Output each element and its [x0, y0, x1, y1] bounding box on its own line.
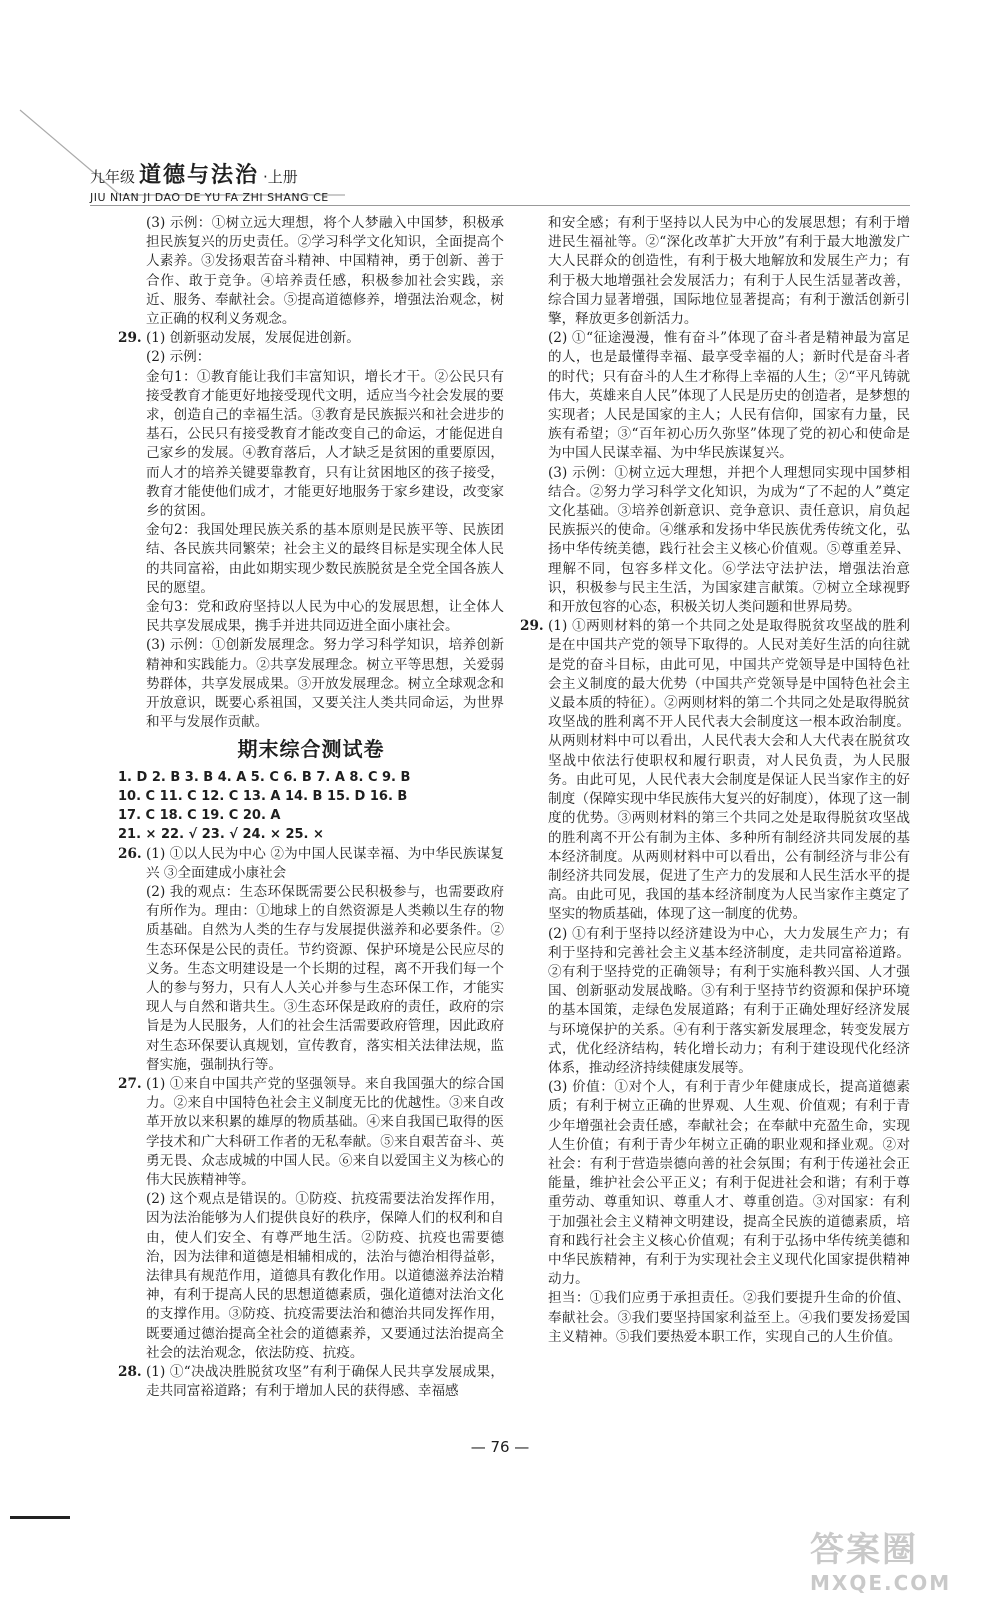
question-number: 26. [118, 845, 142, 862]
answer-paragraph [118, 329, 504, 348]
answer-paragraph: (2) ①有利于坚持以经济建设为中心，大力发展生产力；有利于坚持和完善社会主义基本经济制度，走共同富裕道路。②有利于坚持党的正确领导；有利于实施科教兴国、人才强国、创新驱动发展战略。③有利于坚持节约资源和保护环境的基本国策，走绿色发展道路；有利于正确处理好经济发展与环境保护的关系。④有利于落实新发展理念，转变发展方式，优化经济结构，转化增长动力；有利于建设现代化经济体系，推动经济持续健康发展等。 [548, 925, 910, 1076]
watermark-url: MXQE.COM [810, 1571, 952, 1595]
answer-paragraph [118, 1075, 504, 1190]
header-volume: ·上册 [263, 168, 298, 186]
header-grade: 九年级 [90, 168, 136, 186]
answer-paragraph [118, 1363, 504, 1401]
answer-text: (1) ①两则材料的第一个共同之处是取得脱贫攻坚战的胜利是在中国共产党的领导下取得的。人民对美好生活的向往就是党的奋斗目标，由此可见，中国共产党领导是中国特色社会主义制度的最大优势（中国共产党领导是中国特色社会主义最本质的特征）。②两则材料的第二个共同之处是取得脱贫攻坚战的胜利离不开人民代表大会制度这一根本政治制度。从两则材料中可以看出，人民代表大会和人大代表在脱贫攻坚战中依法行使职权和履行职责，对人民负责，为人民服务。由此可见，人民代表大会制度是保证人民当家作主的好制度（保障实现中华民族伟大复兴的好制度），体现了这一制度的优势。③两则材料的第三个共同之处是取得脱贫攻坚战的胜利离不开公有制为主体、多种所有制经济共同发展的基本经济制度。从两则材料中可以看出，公有制经济与非公有制经济共同发展，促进了生产力的发展和人民生活水平的提高。由此可见，我国的基本经济制度为人民当家作主奠定了坚实的物质基础，体现了这一制度的优势。 [548, 618, 910, 923]
header-pinyin: JIU NIAN JI DAO DE YU FA ZHI SHANG CE [90, 191, 329, 204]
answer-text: (1) ①来自中国共产党的坚强领导。来自我国强大的综合国力。②来自中国特色社会主义制度无比的优越性。③来自改革开放以来积累的雄厚的物质基础。④来自我国已取得的医学技术和广大科研工作者的无私奉献。⑤来自艰苦奋斗、英勇无畏、众志成城的中国人民。⑥来自以爱国主义为核心的伟大民族精神等。 [146, 1075, 504, 1188]
answer-paragraph [520, 617, 910, 924]
answer-paragraph: (2) 我的观点：生态环保既需要公民积极参与，也需要政府有所作为。理由：①地球上的自然资源是人类赖以生存的物质基础。自然为人类的生存与发展提供滋养和必要条件。②生态环保是公民的责任。节约资源、保护环境是公民应尽的义务。生态文明建设是一个长期的过程，离不开我们每一个人的参与努力，只有人人关心并参与生态环保工作，才能实现人与自然和谐共生。③生态环保是政府的责任，政府的宗旨是为人民服务，人们的社会生活需要政府管理，因此政府对生态环保要认真规划，宣传教育，落实相关法律法规，监督实施，强制执行等。 [146, 883, 504, 1073]
answer-paragraph: (3) 示例：①创新发展理念。努力学习科学知识，培养创新精神和实践能力。②共享发展理念。树立平等思想，关爱弱势群体，共享发展成果。③开放发展理念。树立全球观念和开放意识，既要心系祖国，又要关注人类共同命运，为世界和平与发展作贡献。 [146, 637, 504, 731]
question-number: 29. [520, 618, 544, 635]
choice-answers-row: 10. C 11. C 12. C 13. A 14. B 15. D 16. B [118, 788, 408, 804]
question-number: 28. [118, 1363, 142, 1380]
judgment-answers-row: 21. × 22. √ 23. √ 24. × 25. × [118, 827, 324, 843]
answer-paragraph [118, 845, 504, 883]
question-number: 29. [118, 330, 142, 347]
question-number: 27. [118, 1075, 142, 1092]
answer-text: (1) ①以人民为中心 ②为中国人民谋幸福、为中华民族谋复兴 ③全面建成小康社会 [146, 845, 504, 881]
answer-paragraph: 金句3：党和政府坚持以人民为中心的发展思想，让全体人民共享发展成果，携手并进共同迈进全面小康社会。 [146, 599, 504, 635]
right-column [520, 214, 910, 1347]
answer-paragraph: 金句2：我国处理民族关系的基本原则是民族平等、民族团结、各民族共同繁荣；社会主义的最终目标是实现全体人民的共同富裕，由此如期实现少数民族脱贫是全党全国各族人民的愿望。 [146, 522, 504, 596]
answer-paragraph: (2) ①“征途漫漫，惟有奋斗”体现了奋斗者是精神最为富足的人，也是最懂得幸福、最享受幸福的人；新时代是奋斗者的时代；只有奋斗的人生才称得上幸福的人生；②“平凡铸就伟大，英雄来自人民”体现了人民是历史的创造者，是梦想的实现者；人民是国家的主人；人民有信仰，国家有力量，民族有希望；③“百年初心历久弥坚”体现了党的初心和使命是为中国人民谋幸福、为中华民族谋复兴。 [548, 330, 910, 462]
answer-paragraph: (3) 示例：①树立远大理想，将个人梦融入中国梦，积极承担民族复兴的历史责任。②学习科学文化知识，全面提高个人素养。③发扬艰苦奋斗精神、中国精神，勇于创新、善于合作、敢于竞争。④培养责任感，积极参加社会实践，亲近、服务、奉献社会。⑤提高道德修养，增强法治观念，树立正确的权利义务观念。 [146, 215, 504, 328]
answer-paragraph: (2) 示例： [146, 349, 211, 366]
choice-answers-row: 17. C 18. C 19. C 20. A [118, 808, 281, 824]
page-header [90, 158, 910, 204]
footer-bar [10, 1516, 70, 1519]
answer-paragraph: (3) 示例：①树立远大理想，并把个人理想同实现中国梦相结合。②努力学习科学文化知识，为成为“了不起的人”奠定文化基础。③培养创新意识、竞争意识、责任意识，肩负起民族振兴的使命。④继承和发扬中华民族优秀传统文化，弘扬中华传统美德，践行社会主义核心价值观。⑤尊重差异、理解不同，包容多样文化。⑥学法守法护法，增强法治意识，积极参与民主生活，为国家建言献策。⑦树立全球视野和开放包容的心态，积极关切人类问题和世界局势。 [548, 464, 910, 616]
header-subject: 道德与法治 [139, 162, 260, 188]
answer-paragraph: 担当：①我们应勇于承担责任。②我们要提升生命的价值、奉献社会。③我们要坚持国家利益至上。④我们要发扬爱国主义精神。⑤我们要热爱本职工作，实现自己的人生价值。 [548, 1290, 910, 1345]
watermark-logo [810, 1522, 990, 1595]
choice-answers-row: 1. D 2. B 3. B 4. A 5. C 6. B 7. A 8. C 9. B [118, 769, 411, 785]
answer-paragraph: 金句1：①教育能让我们丰富知识，增长才干。②公民只有接受教育才能更好地接受现代文明，适应当今社会发展的要求，创造自己的幸福生活。③教育是民族振兴和社会进步的基石，公民只有接受教育才能改变自己的命运，才能促进自己家乡的发展。④教育落后，人才缺乏是贫困的重要原因，而人才的培养关键要靠教育，只有让贫困地区的孩子接受，教育才能使他们成才，才能更好地服务于家乡建设，改变家乡的贫困。 [146, 368, 504, 520]
answer-paragraph: (2) 这个观点是错误的。①防疫、抗疫需要法治发挥作用，因为法治能够为人们提供良好的秩序，保障人们的权利和自由，使人们安全、有尊严地生活。②防疫、抗疫也需要德治，因为法律和道德是相辅相成的，法治与德治相得益彰，法律具有规范作用，道德具有教化作用。以道德滋养法治精神，有利于提高人民的思想道德素质，强化道德对法治文化的支撑作用。③防疫、抗疫需要法治和德治共同发挥作用，既要通过德治提高全社会的道德素养，又要通过法治提高全社会的法治观念，依法防疫、抗疫。 [146, 1191, 504, 1361]
section-title: 期末综合测试卷 [237, 737, 385, 762]
answer-text: (1) 创新驱动发展，发展促进创新。 [146, 330, 360, 347]
answer-text: (1) ①“决战决胜脱贫攻坚”有利于确保人民共享发展成果，走共同富裕道路；有利于增加人民的获得感、幸福感 [146, 1363, 504, 1400]
page-number: — 76 — [470, 1438, 530, 1456]
header-divider [90, 205, 910, 206]
left-column [118, 214, 504, 1401]
watermark-text: 答案圈 [810, 1530, 918, 1570]
answer-paragraph: (3) 价值：①对个人，有利于青少年健康成长，提高道德素质；有利于树立正确的世界观、人生观、价值观；有利于青少年增强社会责任感，奉献社会；在奉献中充盈生命，实现人生价值；有利于青少年树立正确的职业观和择业观。②对社会：有利于营造崇德向善的社会氛围；有利于传递社会正能量，维护社会公平正义；有利于促进社会和谐；有利于尊重劳动、尊重知识、尊重人才、尊重创造。③对国家：有利于加强社会主义精神文明建设，提高全民族的道德素质，培育和践行社会主义核心价值观；有利于弘扬中华传统美德和中华民族精神，有利于为实现社会主义现代化国家提供精神动力。 [548, 1079, 910, 1288]
answer-paragraph: 和安全感；有利于坚持以人民为中心的发展思想；有利于增进民生福祉等。②“深化改革扩大开放”有利于最大地激发广大人民群众的创造性，有利于极大地解放和发展生产力；有利于极大地增强社会发展活力；有利于人民生活显著改善，综合国力显著增强，国际地位显著提高；有利于激活创新引擎，释放更多创新活力。 [548, 215, 910, 328]
